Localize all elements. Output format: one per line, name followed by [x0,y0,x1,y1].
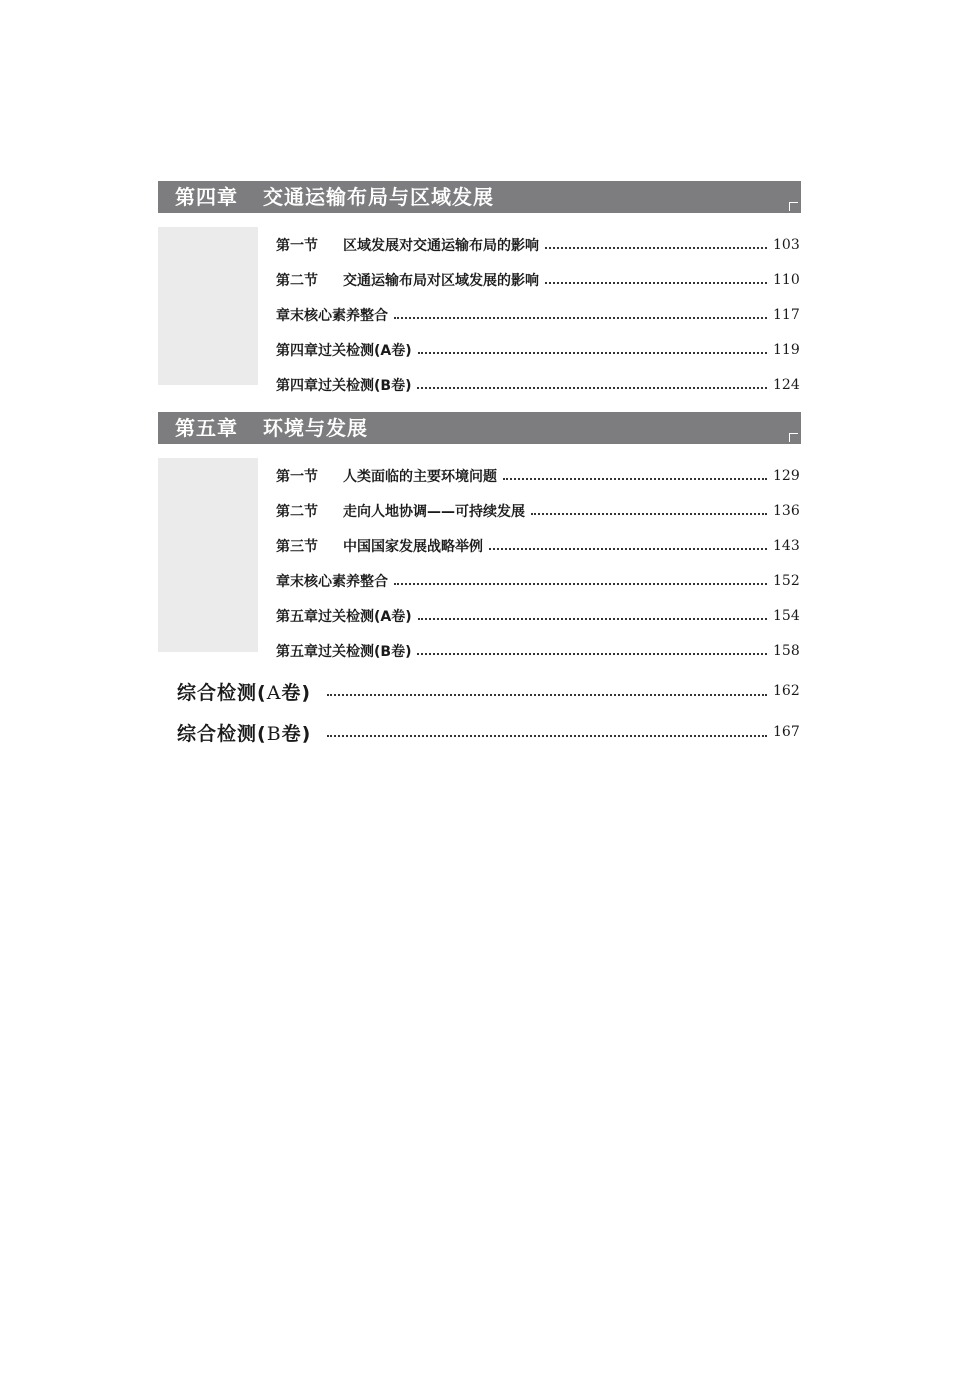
entry-title: 第四章过关检测(B卷) [276,377,412,394]
chapter-number: 第五章 [175,416,238,440]
entry-title: 第五章过关检测(A卷) [276,608,412,625]
dot-leader [531,513,767,515]
page-number: 167 [773,724,800,740]
chapter-title: 环境与发展 [263,416,368,440]
page-number: 119 [773,341,800,358]
entry-title: 交通运输布局对区域发展的影响 [343,272,539,289]
title-suffix: 卷) [281,722,312,745]
entry-title: 区域发展对交通运输布局的影响 [343,237,539,254]
toc-entry[interactable] [276,598,801,633]
toc-entry[interactable] [276,297,801,332]
chapter-number: 第四章 [175,185,238,209]
side-panel [158,227,258,385]
title-letter: B [266,722,282,745]
section-number: 第一节 [276,468,318,485]
page-number: 124 [773,376,800,393]
final-test-a[interactable] [177,674,798,708]
side-panel [158,458,258,652]
title-prefix: 综合检测( [177,722,267,745]
entry-title: 章末核心素养整合 [276,573,388,590]
chapter-header [158,412,801,444]
page-number: 110 [773,271,800,288]
toc-entry[interactable] [276,563,801,598]
section-number: 第一节 [276,237,318,254]
entry-title: 第五章过关检测(B卷) [276,643,412,660]
page-number: 152 [773,572,800,589]
page-number: 154 [773,607,800,624]
dot-leader [417,653,767,655]
entry-title [177,678,311,705]
chapter-4 [158,181,801,402]
corner-fold-icon [789,202,798,211]
section-number: 第二节 [276,272,318,289]
dot-leader [327,735,767,737]
toc-entry[interactable] [276,493,801,528]
title-suffix: 卷) [281,681,312,704]
chapter-header [158,181,801,213]
dot-leader [503,478,767,480]
dot-leader [327,694,767,696]
dot-leader [545,282,767,284]
title-prefix: 综合检测( [177,681,267,704]
entry-title: 中国国家发展战略举例 [343,538,483,555]
toc-entry[interactable] [276,458,801,493]
chapter-5 [158,412,801,668]
corner-fold-icon [789,433,798,442]
chapter-entries [158,227,801,402]
page-number: 136 [773,502,800,519]
page-number: 117 [773,306,800,323]
chapter-title: 交通运输布局与区域发展 [263,185,494,209]
entry-title: 第四章过关检测(A卷) [276,342,412,359]
toc-entry[interactable] [276,367,801,402]
page-number: 103 [773,236,800,253]
dot-leader [417,387,767,389]
entry-title: 走向人地协调——可持续发展 [343,503,525,520]
title-letter: A [266,681,282,704]
dot-leader [394,317,767,319]
toc-entry[interactable] [276,227,801,262]
page-number: 162 [773,683,800,699]
entry-title: 人类面临的主要环境问题 [343,468,497,485]
dot-leader [545,247,767,249]
dot-leader [394,583,767,585]
chapter-entries [158,458,801,668]
page-number: 143 [773,537,800,554]
section-number: 第二节 [276,503,318,520]
dot-leader [418,352,767,354]
toc-entry[interactable] [276,332,801,367]
final-test-b[interactable] [177,715,798,749]
dot-leader [489,548,767,550]
entry-title [177,719,311,746]
section-number: 第三节 [276,538,318,555]
entry-title: 章末核心素养整合 [276,307,388,324]
dot-leader [418,618,767,620]
toc-entry[interactable] [276,262,801,297]
page-number: 129 [773,467,800,484]
toc-entry[interactable] [276,528,801,563]
page-number: 158 [773,642,800,659]
toc-entry[interactable] [276,633,801,668]
